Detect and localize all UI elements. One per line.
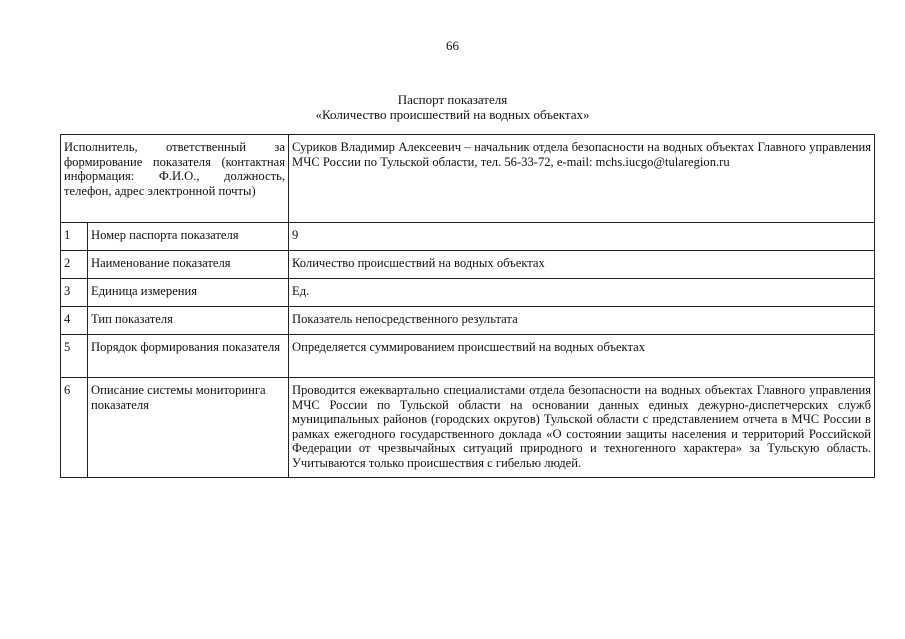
table-row [61,335,875,378]
row-value: Проводится ежеквартально специалистами отдела безопасности на водных объектах Главного управления МЧС России по Тульской области на основании данных единых дежурно-диспетчерских служб муниципальных районов (городских округов) Тульской области с представлением отчета в МЧС России в рамках ежегодного государственного доклада «О состоянии защиты населения и территорий Российской Федерации от чрезвычайных ситуаций природного и техногенного характера» за Тульскую область. Учитываются только происшествия с гибелью людей. [289,378,875,478]
row-number: 3 [61,279,88,307]
row-label: Описание системы мониторинга показателя [88,378,289,478]
row-label: Наименование показателя [88,251,289,279]
row-value: Определяется суммированием происшествий на водных объектах [289,335,875,378]
table-row-executor [61,135,875,223]
page-number: 66 [446,38,459,53]
row-number: 1 [61,223,88,251]
row-label: Номер паспорта показателя [88,223,289,251]
row-value: Ед. [289,279,875,307]
row-value: Количество происшествий на водных объектах [289,251,875,279]
row-value: 9 [289,223,875,251]
row-number: 2 [61,251,88,279]
table-row [61,307,875,335]
table-row [61,378,875,478]
row-label: Единица измерения [88,279,289,307]
title-line-1: Паспорт показателя [397,92,508,107]
indicator-passport-table [60,134,875,478]
row-value: Показатель непосредственного результата [289,307,875,335]
row-number: 5 [61,335,88,378]
row-label: Порядок формирования показателя [88,335,289,378]
table-row [61,279,875,307]
document-title [0,92,905,122]
row-number: 4 [61,307,88,335]
title-line-2: «Количество происшествий на водных объектах» [315,107,590,122]
table-row [61,223,875,251]
table-row [61,251,875,279]
executor-value: Суриков Владимир Алексеевич – начальник отдела безопасности на водных объектах Главного управления МЧС России по Тульской области, тел. 56-33-72, e-mail: mchs.iucgo@tularegion.ru [289,135,875,223]
row-number: 6 [61,378,88,478]
row-label: Тип показателя [88,307,289,335]
executor-label: Исполнитель, ответственный за формирование показателя (контактная информация: Ф.И.О., должность, телефон, адрес электронной почты) [61,135,289,223]
